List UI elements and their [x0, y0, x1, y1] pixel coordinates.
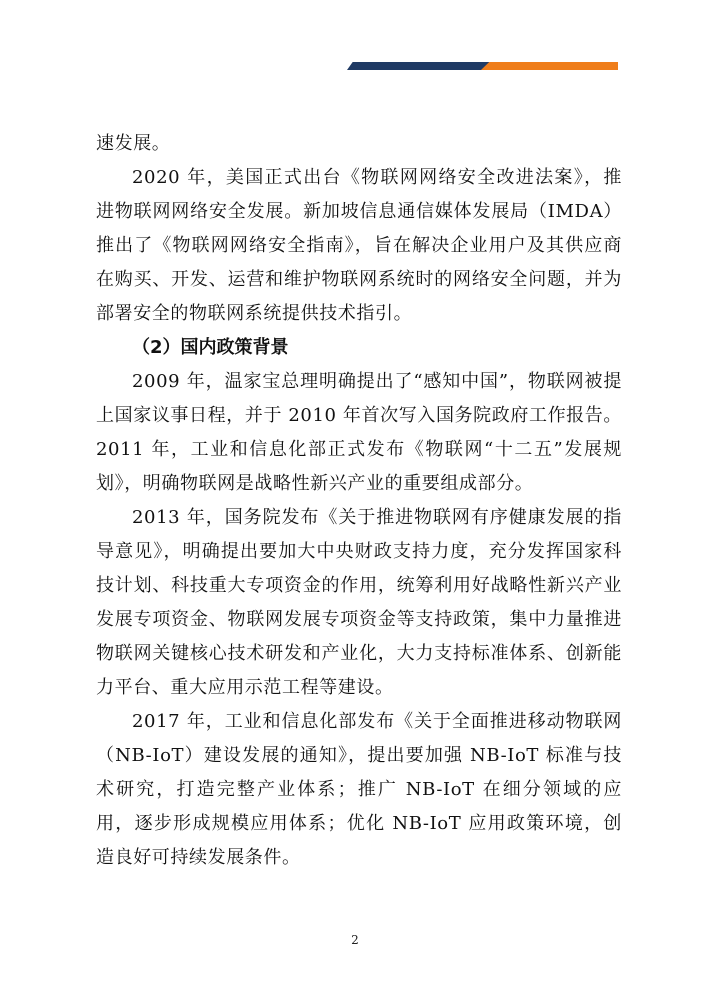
header-accent-bar-navy: [347, 62, 489, 70]
header-accent-bar-orange: [481, 62, 618, 70]
paragraph-continuation: 速发展。: [96, 133, 171, 154]
section-heading-domestic-policy: （2）国内政策背景: [132, 337, 289, 358]
paragraph-2009-2011: 2009 年，温家宝总理明确提出了“感知中国”，物联网被提上国家议事日程，并于 2010 年首次写入国务院政府工作报告。2011 年，工业和信息化部正式发布《物联网“十二五”发展规划》，明确物联网是战略性新兴产业的重要组成部分。: [96, 371, 622, 494]
paragraph-2020-us-singapore: 2020 年，美国正式出台《物联网网络安全改进法案》，推进物联网网络安全发展。新加坡信息通信媒体发展局（IMDA）推出了《物联网网络安全指南》，旨在解决企业用户及其供应商在购买、开发、运营和维护物联网系统时的网络安全问题，并为部署安全的物联网系统提供技术指引。: [96, 167, 622, 324]
paragraph-2017: 2017 年，工业和信息化部发布《关于全面推进移动物联网（NB-IoT）建设发展的通知》，提出要加强 NB-IoT 标准与技术研究，打造完整产业体系；推广 NB-IoT 在细分领域的应用，逐步形成规模应用体系；优化 NB-IoT 应用政策环境，创造良好可持续发展条件。: [96, 711, 622, 868]
document-body: [96, 127, 622, 875]
paragraph-2013: 2013 年，国务院发布《关于推进物联网有序健康发展的指导意见》，明确提出要加大中央财政支持力度，充分发挥国家科技计划、科技重大专项资金的作用，统筹利用好战略性新兴产业发展专项资金、物联网发展专项资金等支持政策，集中力量推进物联网关键核心技术研发和产业化，大力支持标准体系、创新能力平台、重大应用示范工程等建设。: [96, 507, 622, 698]
page-number: 2: [351, 933, 359, 947]
